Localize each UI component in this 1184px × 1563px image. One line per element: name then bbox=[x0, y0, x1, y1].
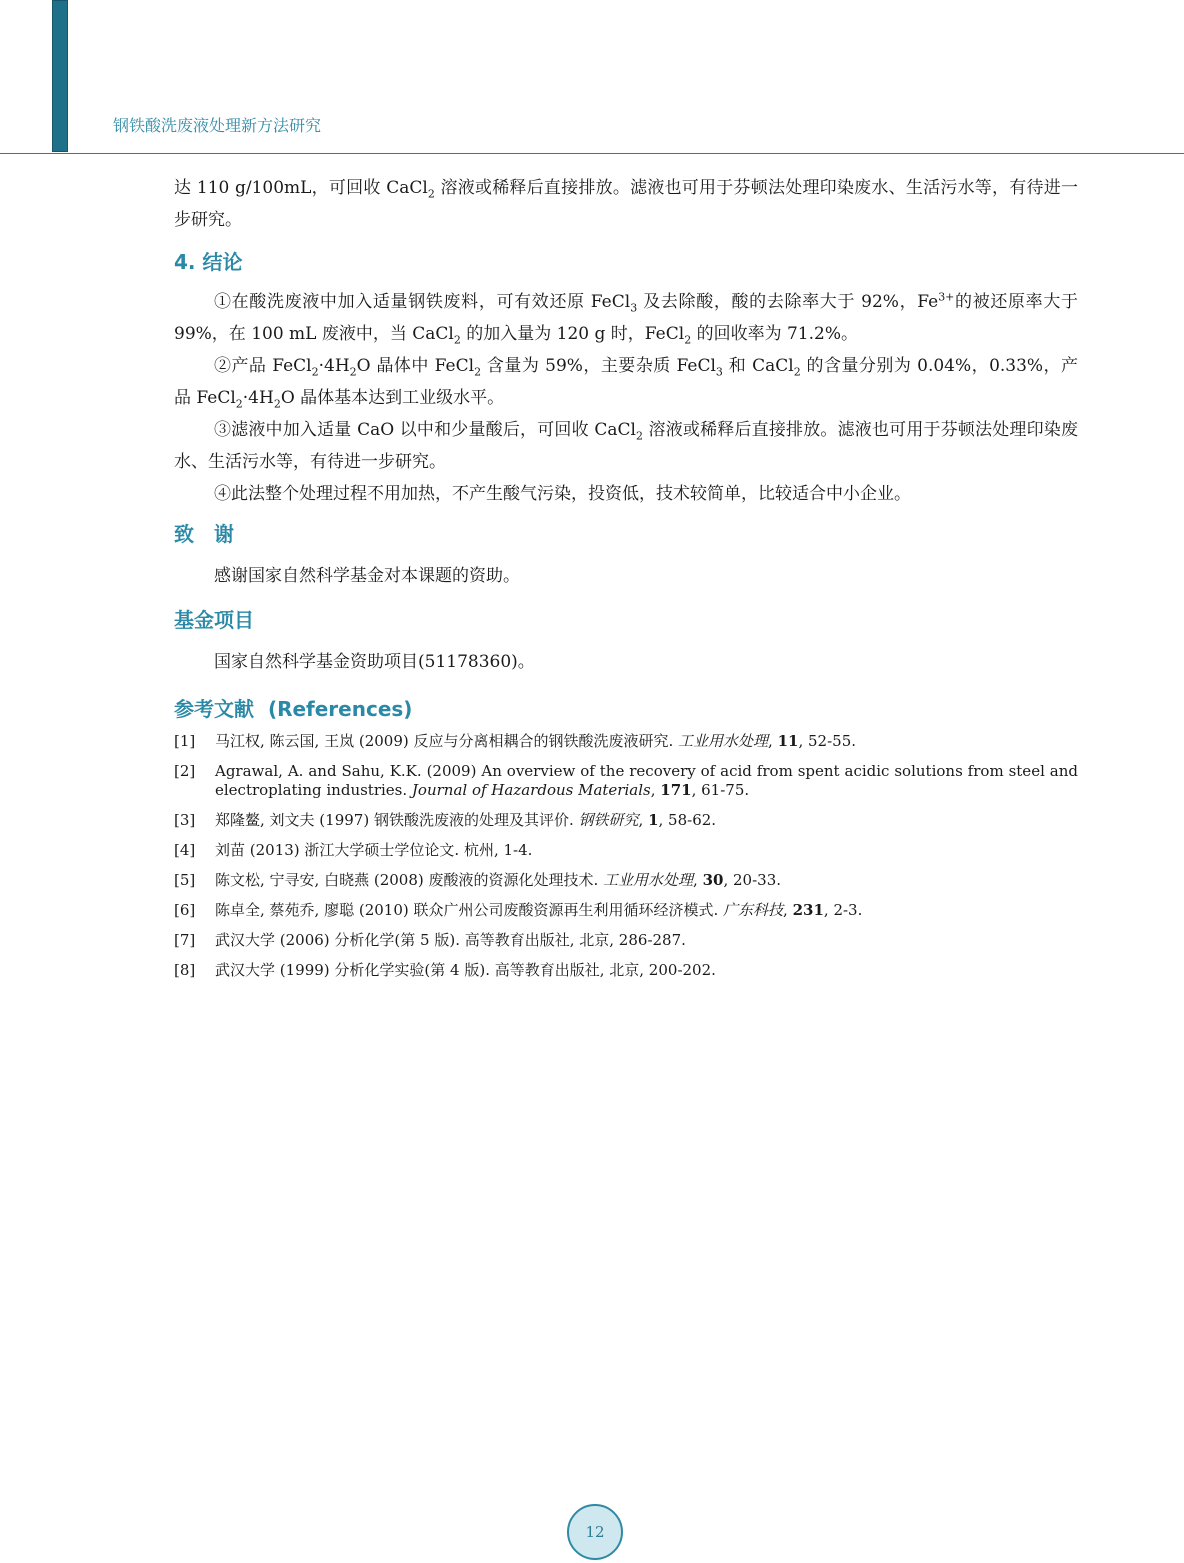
journal-name: 工业用水处理 bbox=[603, 871, 694, 889]
conclusion-point-2: ②产品 $FeCl_2\cdot 4H_2O$ 晶体中 FeCl$_2$ 含量为 59%，主要杂质 FeCl$_3$ 和 CaCl$_2$ 的含量分别为 0.04%，0.33%，产品 $FeCl_2\cdot 4H_2O$ 晶体基本达到工业级水平。 bbox=[174, 356, 1078, 411]
running-title: 钢铁酸洗废液处理新方法研究 bbox=[113, 116, 322, 135]
funding-text: 国家自然科学基金资助项目(51178360)。 bbox=[214, 652, 535, 672]
reference-number: [7] bbox=[174, 931, 196, 949]
header-accent-bar bbox=[52, 0, 68, 152]
reference-number: [5] bbox=[174, 871, 196, 889]
header-rule bbox=[0, 153, 1184, 154]
reference-text: 马江权, 陈云国, 王岚 (2009) 反应与分离相耦合的钢铁酸洗废液研究. 工业用水处理, 11, 52-55. bbox=[215, 732, 857, 750]
reference-number: [1] bbox=[174, 732, 196, 750]
reference-text: 武汉大学 (2006) 分析化学(第 5 版). 高等教育出版社, 北京, 286-287. bbox=[215, 931, 686, 949]
volume-number: 171 bbox=[660, 781, 692, 799]
journal-name: 钢铁研究 bbox=[578, 811, 639, 829]
reference-number: [8] bbox=[174, 961, 196, 979]
reference-text: 郑隆鳌, 刘文夫 (1997) 钢铁酸洗废液的处理及其评价. 钢铁研究, 1, 58-62. bbox=[215, 811, 717, 829]
reference-number: [6] bbox=[174, 901, 196, 919]
reference-list bbox=[174, 732, 1078, 980]
reference-text: 陈文松, 宁寻安, 白晓燕 (2008) 废酸液的资源化处理技术. 工业用水处理, 30, 20-33. bbox=[215, 871, 782, 889]
volume-number: 30 bbox=[702, 871, 724, 889]
reference-text: 刘苗 (2013) 浙江大学硕士学位论文. 杭州, 1-4. bbox=[215, 841, 533, 859]
reference-item bbox=[174, 762, 1078, 800]
volume-number: 1 bbox=[648, 811, 659, 829]
reference-item bbox=[174, 901, 1078, 920]
reference-item bbox=[174, 931, 1078, 950]
journal-name: 广东科技 bbox=[723, 901, 784, 919]
volume-number: 231 bbox=[792, 901, 824, 919]
references-heading: 参考文献 (References) bbox=[174, 697, 413, 721]
acknowledgement-heading: 致 谢 bbox=[174, 522, 234, 546]
reference-item bbox=[174, 841, 1078, 860]
conclusion-point-4: ④此法整个处理过程不用加热，不产生酸气污染，投资低，技术较简单，比较适合中小企业。 bbox=[214, 484, 911, 504]
reference-number: [3] bbox=[174, 811, 196, 829]
conclusion-heading: 4. 结论 bbox=[174, 250, 243, 274]
reference-text: 武汉大学 (1999) 分析化学实验(第 4 版). 高等教育出版社, 北京, 200-202. bbox=[215, 961, 716, 979]
journal-name: Journal of Hazardous Materials bbox=[411, 781, 651, 799]
reference-item bbox=[174, 811, 1078, 830]
conclusion-point-3: ③滤液中加入适量 CaO 以中和少量酸后，可回收 CaCl$_2$ 溶液或稀释后直接排放。滤液也可用于芬顿法处理印染废水、生活污水等，有待进一步研究。 bbox=[174, 420, 1078, 472]
reference-text: Agrawal, A. and Sahu, K.K. (2009) An overview of the recovery of acid from spent acidic solutions from steel and electroplating industries. Journal of Hazardous Materials, 171, 61-75. bbox=[215, 762, 1078, 799]
reference-number: [2] bbox=[174, 762, 196, 780]
reference-item bbox=[174, 871, 1078, 890]
intro-paragraph: 达 110 g/100mL，可回收 CaCl$_2$ 溶液或稀释后直接排放。滤液也可用于芬顿法处理印染废水、生活污水等，有待进一步研究。 bbox=[174, 178, 1078, 230]
conclusion-point-1: ①在酸洗废液中加入适量钢铁废料，可有效还原 FeCl$_3$ 及去除酸，酸的去除率大于 92%，$Fe^{3+}$的被还原率大于 99%，在 100 mL 废液中，当 CaCl$_2$ 的加入量为 120 g 时，FeCl$_2$ 的回收率为 71.2%。 bbox=[174, 290, 1078, 347]
funding-heading: 基金项目 bbox=[174, 608, 254, 632]
page-content bbox=[174, 172, 1078, 991]
acknowledgement-text: 感谢国家自然科学基金对本课题的资助。 bbox=[214, 566, 520, 586]
reference-number: [4] bbox=[174, 841, 196, 859]
reference-item bbox=[174, 732, 1078, 751]
reference-item bbox=[174, 961, 1078, 980]
page-number: 12 bbox=[567, 1504, 623, 1560]
reference-text: 陈卓全, 蔡苑乔, 廖聪 (2010) 联众广州公司废酸资源再生利用循环经济模式. 广东科技, 231, 2-3. bbox=[215, 901, 863, 919]
journal-name: 工业用水处理 bbox=[678, 732, 769, 750]
volume-number: 11 bbox=[777, 732, 799, 750]
